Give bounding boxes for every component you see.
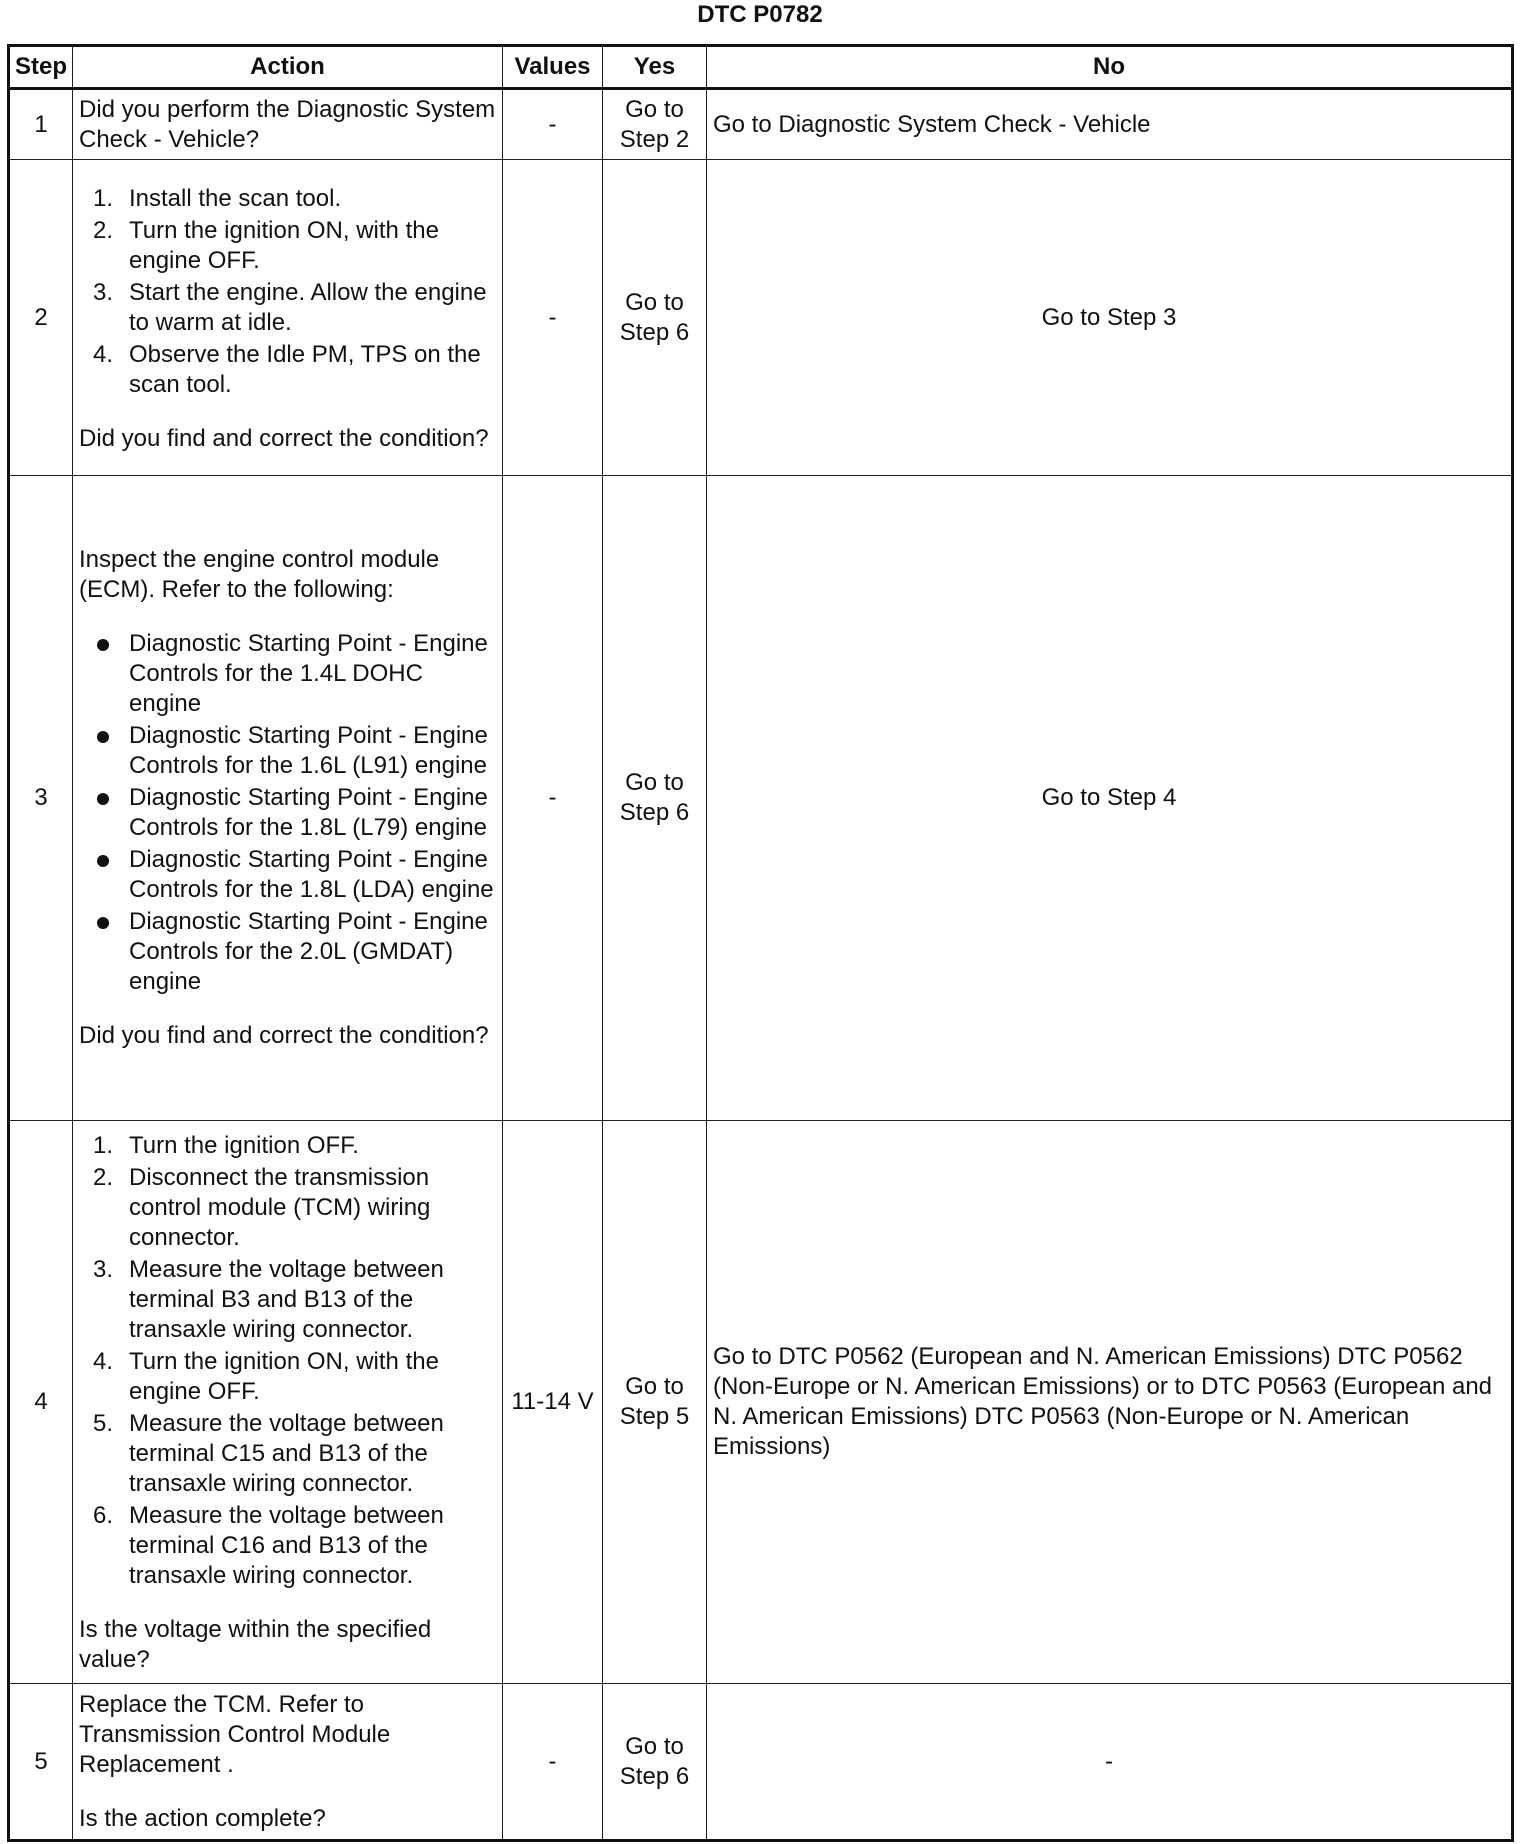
action-bullet: Diagnostic Starting Point - Engine Controls for the 2.0L (GMDAT) engine xyxy=(79,907,496,997)
step-number: 2 xyxy=(9,160,73,476)
header-row xyxy=(9,46,1513,89)
values-cell: - xyxy=(503,89,603,160)
action-bullet: Diagnostic Starting Point - Engine Controls for the 1.8L (L79) engine xyxy=(79,783,496,843)
action-cell xyxy=(73,89,503,160)
bullet-icon xyxy=(97,639,109,651)
bullet-icon xyxy=(97,793,109,805)
yes-cell: Go to Step 6 xyxy=(603,1684,707,1841)
action-steps-list xyxy=(79,1131,496,1591)
yes-cell: Go to Step 6 xyxy=(603,160,707,476)
action-cell xyxy=(73,476,503,1121)
table-row xyxy=(9,160,1513,476)
yes-cell: Go to Step 5 xyxy=(603,1121,707,1684)
header-yes: Yes xyxy=(603,46,707,89)
action-text: Inspect the engine control module (ECM). Refer to the following: xyxy=(79,546,440,603)
document-title: DTC P0782 xyxy=(697,1,823,28)
no-cell: Go to DTC P0562 (European and N. American Emissions) DTC P0562 (Non-Europe or N. American Emissions) or to DTC P0563 (European and N. American Emissions) DTC P0563 (Non-Europe or N. American Emissions) xyxy=(707,1121,1513,1684)
step-number: 4 xyxy=(9,1121,73,1684)
diagnostic-table xyxy=(7,44,1514,1842)
values-cell: - xyxy=(503,476,603,1121)
action-question: Did you find and correct the condition? xyxy=(79,1022,489,1049)
yes-cell: Go to Step 6 xyxy=(603,476,707,1121)
bullet-icon xyxy=(97,917,109,929)
action-step: 4. Observe the Idle PM, TPS on the scan tool. xyxy=(93,340,481,398)
values-cell: 11-14 V xyxy=(503,1121,603,1684)
action-bullet: Diagnostic Starting Point - Engine Controls for the 1.6L (L91) engine xyxy=(79,721,496,781)
action-step: 4. Turn the ignition ON, with the engine OFF. xyxy=(93,1348,439,1405)
action-cell xyxy=(73,1121,503,1684)
action-step: 3. Start the engine. Allow the engine to warm at idle. xyxy=(93,278,487,336)
values-cell: - xyxy=(503,1684,603,1841)
no-cell: Go to Step 3 xyxy=(707,160,1513,476)
action-step: 6. Measure the voltage between terminal C16 and B13 of the transaxle wiring connector. xyxy=(93,1502,444,1589)
action-text: Did you perform the Diagnostic System Check - Vehicle? xyxy=(79,95,496,153)
header-values: Values xyxy=(503,46,603,89)
bullet-icon xyxy=(97,855,109,867)
bullet-icon xyxy=(97,731,109,743)
step-number: 1 xyxy=(9,89,73,160)
table-row xyxy=(9,1684,1513,1841)
header-step: Step xyxy=(9,46,73,89)
action-cell xyxy=(73,1684,503,1841)
no-cell: Go to Step 4 xyxy=(707,476,1513,1121)
action-question: Is the voltage within the specified value? xyxy=(79,1616,432,1673)
action-step: 1. Install the scan tool. xyxy=(93,184,342,212)
header-action: Action xyxy=(73,46,503,89)
values-cell: - xyxy=(503,160,603,476)
action-question: Did you find and correct the condition? xyxy=(79,424,489,452)
action-steps-list xyxy=(79,184,496,400)
action-question: Is the action complete? xyxy=(79,1804,326,1832)
no-cell: Go to Diagnostic System Check - Vehicle xyxy=(707,89,1513,160)
yes-cell: Go to Step 2 xyxy=(603,89,707,160)
header-no: No xyxy=(707,46,1513,89)
step-number: 3 xyxy=(9,476,73,1121)
action-step: 2. Disconnect the transmission control module (TCM) wiring connector. xyxy=(93,1164,431,1251)
action-bullet: Diagnostic Starting Point - Engine Controls for the 1.8L (LDA) engine xyxy=(79,845,496,905)
table-row xyxy=(9,476,1513,1121)
table-row xyxy=(9,1121,1513,1684)
no-cell: - xyxy=(707,1684,1513,1841)
action-text: Replace the TCM. Refer to Transmission Control Module Replacement . xyxy=(79,1690,391,1778)
action-cell xyxy=(73,160,503,476)
action-step: 3. Measure the voltage between terminal B3 and B13 of the transaxle wiring connector. xyxy=(93,1256,444,1343)
action-step: 2. Turn the ignition ON, with the engine OFF. xyxy=(93,216,439,274)
action-bullets-list xyxy=(79,629,496,997)
action-bullet: Diagnostic Starting Point - Engine Controls for the 1.4L DOHC engine xyxy=(79,629,496,719)
action-step: 1. Turn the ignition OFF. xyxy=(93,1132,359,1159)
table-row xyxy=(9,89,1513,160)
action-step: 5. Measure the voltage between terminal C15 and B13 of the transaxle wiring connector. xyxy=(93,1410,444,1497)
step-number: 5 xyxy=(9,1684,73,1841)
